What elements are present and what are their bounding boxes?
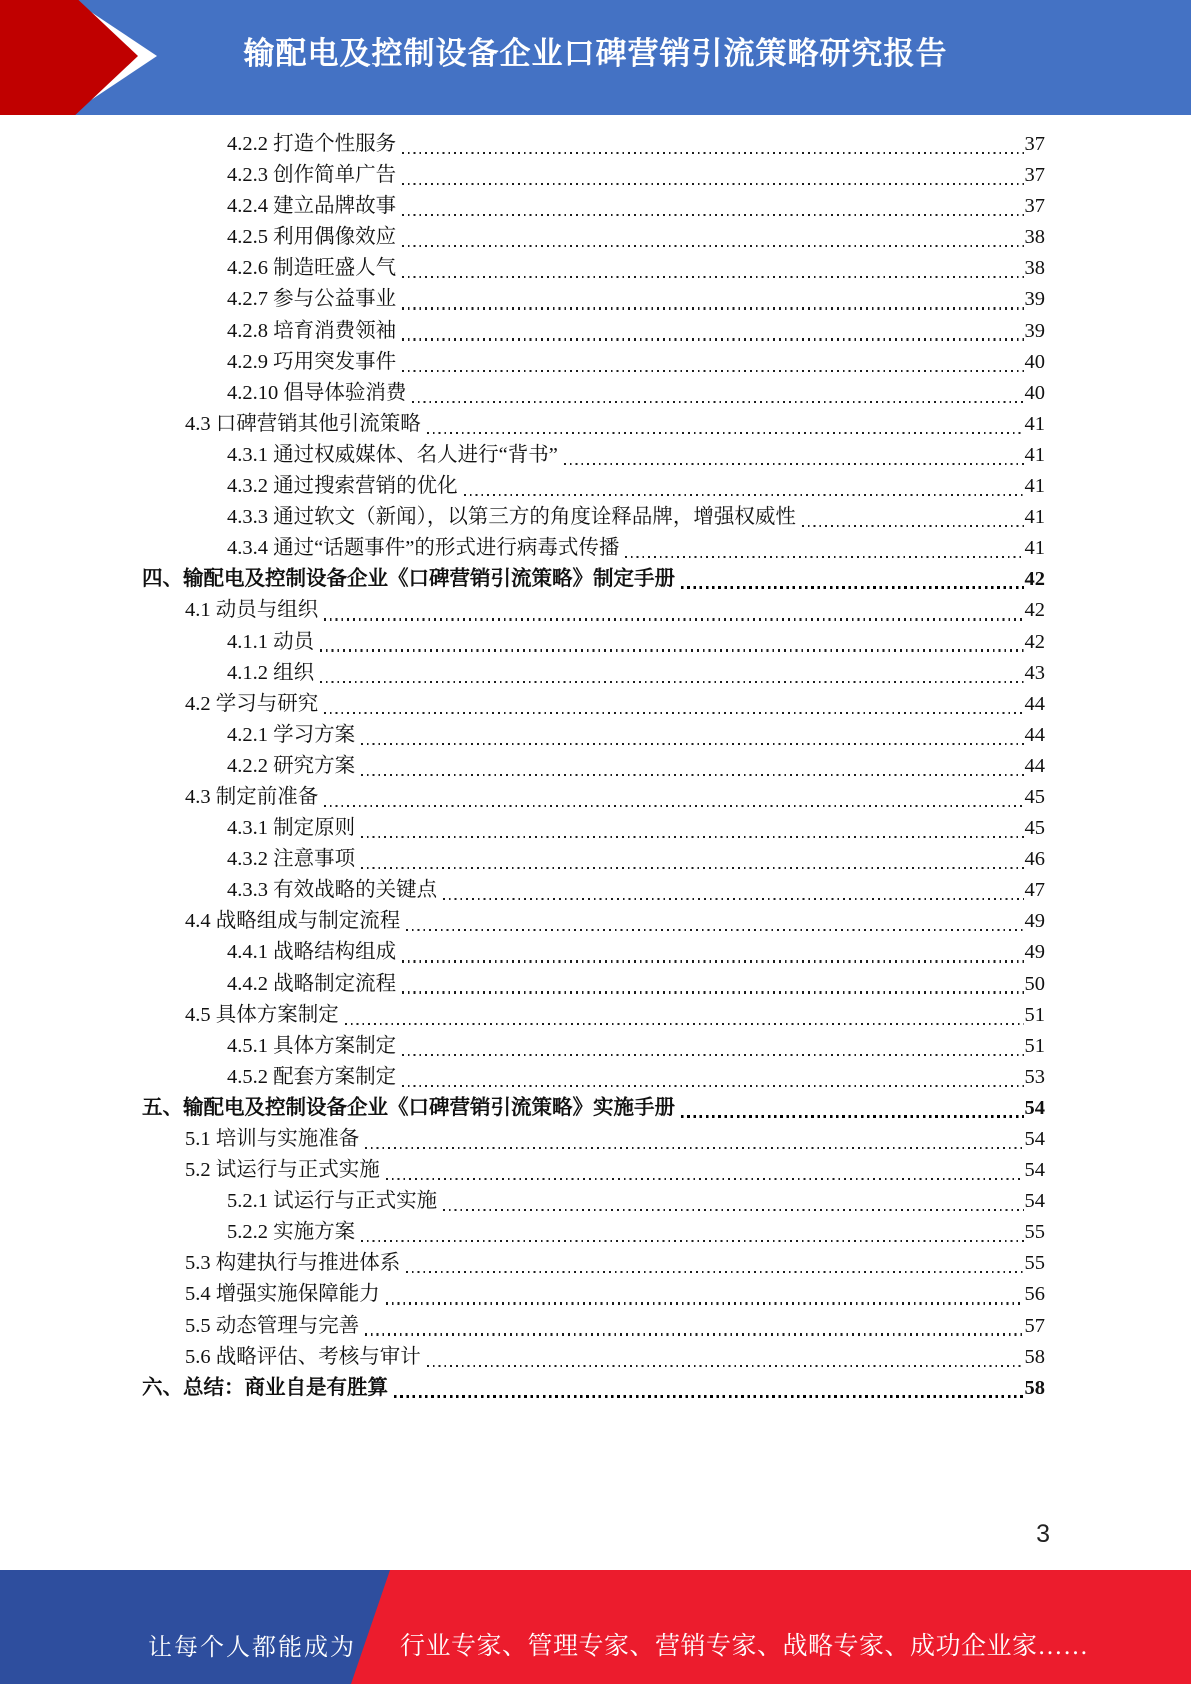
toc-entry[interactable] <box>0 316 1045 347</box>
toc-entry-label: 4.2.4 建立品牌故事 <box>227 195 397 218</box>
page-title: 输配电及控制设备企业口碑营销引流策略研究报告 <box>243 35 948 71</box>
toc-entry[interactable] <box>0 564 1045 595</box>
toc-dotted-leader <box>402 214 1023 216</box>
toc-entry-label: 4.1.2 组织 <box>227 661 315 684</box>
toc-entry[interactable] <box>0 906 1045 937</box>
toc-entry[interactable] <box>0 1311 1045 1342</box>
footer-slogan-right: 行业专家、管理专家、营销专家、战略专家、成功企业家…… <box>400 1633 1089 1660</box>
toc-entry-page: 37 <box>1024 195 1045 218</box>
toc-entry-label: 5.6 战略评估、考核与审计 <box>185 1345 421 1368</box>
toc-entry-page: 42 <box>1024 630 1045 653</box>
toc-entry[interactable] <box>0 440 1045 471</box>
toc-entry[interactable] <box>0 284 1045 315</box>
toc-entry-label: 4.2.2 打造个性服务 <box>227 133 397 155</box>
toc-entry-page: 45 <box>1024 817 1045 840</box>
toc-entry-page: 42 <box>1024 599 1045 622</box>
toc-entry-label: 4.5 具体方案制定 <box>185 1003 339 1026</box>
toc-entry-label: 5.3 构建执行与推进体系 <box>185 1252 401 1275</box>
toc-entry-label: 4.2.10 倡导体验消费 <box>227 381 407 404</box>
toc-entry[interactable] <box>0 502 1045 533</box>
footer-banner <box>0 1570 1191 1684</box>
toc-dotted-leader <box>406 929 1023 931</box>
toc-entry-page: 44 <box>1024 692 1045 715</box>
table-of-contents <box>0 129 1045 1404</box>
toc-dotted-leader <box>402 1085 1023 1087</box>
toc-entry-label: 4.2.5 利用偶像效应 <box>227 226 397 249</box>
toc-entry-page: 45 <box>1024 785 1045 808</box>
toc-entry[interactable] <box>0 533 1045 564</box>
toc-entry-label: 4.1.1 动员 <box>227 630 315 653</box>
toc-entry[interactable] <box>0 347 1045 378</box>
toc-entry[interactable] <box>0 782 1045 813</box>
toc-dotted-leader <box>365 1147 1023 1149</box>
toc-entry[interactable] <box>0 969 1045 1000</box>
toc-entry-page: 49 <box>1024 941 1045 964</box>
toc-entry-label: 4.4.1 战略结构组成 <box>227 941 397 964</box>
toc-entry[interactable] <box>0 129 1045 160</box>
toc-entry[interactable] <box>0 471 1045 502</box>
toc-dotted-leader <box>320 681 1023 683</box>
toc-entry-label: 5.5 动态管理与完善 <box>185 1314 360 1337</box>
toc-dotted-leader <box>464 494 1024 496</box>
toc-entry-page: 39 <box>1024 288 1045 311</box>
toc-entry-label: 4.4 战略组成与制定流程 <box>185 910 401 933</box>
toc-dotted-leader <box>324 712 1023 714</box>
toc-entry[interactable] <box>0 378 1045 409</box>
toc-entry-label: 4.2.9 巧用突发事件 <box>227 350 397 373</box>
toc-dotted-leader <box>402 276 1023 278</box>
toc-dotted-leader <box>324 805 1023 807</box>
toc-entry-page: 46 <box>1024 848 1045 871</box>
toc-entry-page: 44 <box>1024 723 1045 746</box>
toc-entry[interactable] <box>0 1093 1045 1124</box>
toc-entry-label: 5.2.1 试运行与正式实施 <box>227 1190 438 1213</box>
toc-entry-page: 40 <box>1024 350 1045 373</box>
toc-entry-page: 41 <box>1024 443 1045 466</box>
toc-entry[interactable] <box>0 1248 1045 1279</box>
toc-dotted-leader <box>443 1209 1023 1211</box>
toc-entry-label: 4.3.2 通过搜索营销的优化 <box>227 475 458 498</box>
toc-entry[interactable] <box>0 1186 1045 1217</box>
toc-entry-label: 4.3.2 注意事项 <box>227 848 356 871</box>
toc-entry[interactable] <box>0 813 1045 844</box>
toc-entry-page: 54 <box>1024 1128 1045 1150</box>
header-banner <box>0 0 1191 115</box>
toc-entry-page: 58 <box>1024 1376 1045 1399</box>
toc-entry-page: 38 <box>1024 257 1045 280</box>
toc-dotted-leader <box>402 307 1023 309</box>
toc-dotted-leader <box>412 401 1023 403</box>
toc-dotted-leader <box>361 867 1023 869</box>
toc-dotted-leader <box>625 556 1023 558</box>
toc-entry-label: 4.2.2 研究方案 <box>227 754 356 777</box>
toc-entry-label: 4.2.3 创作简单广告 <box>227 164 397 187</box>
toc-entry[interactable] <box>0 1000 1045 1031</box>
toc-entry[interactable] <box>0 253 1045 284</box>
toc-entry[interactable] <box>0 1062 1045 1093</box>
toc-entry[interactable] <box>0 595 1045 626</box>
toc-entry-label: 5.2.2 实施方案 <box>227 1221 356 1244</box>
toc-entry-label: 4.3.1 制定原则 <box>227 817 356 840</box>
toc-entry[interactable] <box>0 222 1045 253</box>
toc-entry-page: 58 <box>1024 1345 1045 1368</box>
toc-entry-label: 4.3.4 通过“话题事件”的形式进行病毒式传播 <box>227 537 620 560</box>
toc-entry-label: 4.5.2 配套方案制定 <box>227 1065 397 1088</box>
toc-dotted-leader <box>361 774 1023 776</box>
toc-entry-label: 六、总结：商业自是有胜算 <box>142 1376 388 1399</box>
toc-dotted-leader <box>402 991 1023 993</box>
toc-dotted-leader <box>402 245 1023 247</box>
toc-entry-label: 5.2 试运行与正式实施 <box>185 1159 380 1182</box>
toc-entry[interactable] <box>0 1342 1045 1373</box>
toc-dotted-leader <box>402 338 1023 340</box>
toc-entry[interactable] <box>0 1031 1045 1062</box>
toc-entry-page: 56 <box>1024 1283 1045 1306</box>
toc-entry[interactable] <box>0 937 1045 968</box>
toc-entry-label: 4.4.2 战略制定流程 <box>227 972 397 995</box>
toc-entry-label: 4.2.8 培育消费领袖 <box>227 319 397 342</box>
toc-entry[interactable] <box>0 627 1045 658</box>
toc-entry-label: 4.2.7 参与公益事业 <box>227 288 397 311</box>
toc-dotted-leader <box>427 1365 1024 1367</box>
toc-entry-page: 55 <box>1024 1221 1045 1244</box>
toc-entry-page: 55 <box>1024 1252 1045 1275</box>
toc-entry[interactable] <box>0 1217 1045 1248</box>
toc-dotted-leader <box>324 618 1023 620</box>
toc-entry-page: 54 <box>1024 1190 1045 1213</box>
toc-dotted-leader <box>386 1178 1024 1180</box>
toc-entry[interactable] <box>0 689 1045 720</box>
toc-entry-label: 4.5.1 具体方案制定 <box>227 1034 397 1057</box>
toc-dotted-leader <box>402 370 1023 372</box>
toc-entry[interactable] <box>0 751 1045 782</box>
toc-entry[interactable] <box>0 1279 1045 1310</box>
toc-entry-page: 41 <box>1024 412 1045 435</box>
toc-entry-label: 4.2.1 学习方案 <box>227 723 356 746</box>
toc-entry-page: 51 <box>1024 1003 1045 1026</box>
toc-dotted-leader <box>402 183 1023 185</box>
toc-dotted-leader <box>361 743 1023 745</box>
toc-entry-label: 4.2 学习与研究 <box>185 692 319 715</box>
toc-entry-page: 37 <box>1024 133 1045 155</box>
toc-entry[interactable] <box>0 720 1045 751</box>
toc-dotted-leader <box>361 836 1023 838</box>
toc-dotted-leader <box>402 1054 1023 1056</box>
toc-dotted-leader <box>564 463 1024 465</box>
toc-entry-page: 38 <box>1024 226 1045 249</box>
toc-entry[interactable] <box>0 1155 1045 1186</box>
toc-entry-page: 43 <box>1024 661 1045 684</box>
toc-entry-page: 51 <box>1024 1034 1045 1057</box>
toc-entry-page: 49 <box>1024 910 1045 933</box>
toc-dotted-leader <box>681 1115 1024 1118</box>
toc-entry[interactable] <box>0 191 1045 222</box>
toc-entry-page: 41 <box>1024 506 1045 529</box>
toc-entry-page: 54 <box>1024 1159 1045 1182</box>
footer-slogan-left: 让每个人都能成为 <box>148 1635 356 1661</box>
toc-dotted-leader <box>394 1395 1024 1398</box>
toc-entry-page: 37 <box>1024 164 1045 187</box>
toc-entry-page: 42 <box>1024 568 1045 591</box>
toc-dotted-leader <box>365 1333 1023 1335</box>
toc-entry-page: 41 <box>1024 475 1045 498</box>
toc-entry[interactable] <box>0 409 1045 440</box>
toc-entry-label: 4.3.1 通过权威媒体、名人进行“背书” <box>227 443 558 466</box>
toc-entry-label: 五、输配电及控制设备企业《口碑营销引流策略》实施手册 <box>142 1096 675 1119</box>
toc-dotted-leader <box>361 1240 1023 1242</box>
toc-entry[interactable] <box>0 1373 1045 1404</box>
toc-entry-page: 44 <box>1024 754 1045 777</box>
toc-entry-page: 40 <box>1024 381 1045 404</box>
toc-dotted-leader <box>402 152 1023 154</box>
toc-dotted-leader <box>402 960 1023 962</box>
toc-entry-page: 53 <box>1024 1065 1045 1088</box>
toc-entry-label: 4.3 口碑营销其他引流策略 <box>185 412 421 435</box>
toc-dotted-leader <box>386 1302 1024 1304</box>
toc-entry-label: 4.3 制定前准备 <box>185 785 319 808</box>
toc-dotted-leader <box>427 432 1024 434</box>
toc-entry[interactable] <box>0 160 1045 191</box>
toc-entry-label: 四、输配电及控制设备企业《口碑营销引流策略》制定手册 <box>142 568 675 591</box>
toc-entry-label: 5.1 培训与实施准备 <box>185 1128 360 1150</box>
toc-dotted-leader <box>345 1023 1024 1025</box>
toc-entry-label: 4.1 动员与组织 <box>185 599 319 622</box>
page-number: 3 <box>1036 1520 1050 1548</box>
toc-dotted-leader <box>443 898 1023 900</box>
toc-entry[interactable] <box>0 1124 1045 1155</box>
toc-entry[interactable] <box>0 875 1045 906</box>
toc-entry-label: 4.3.3 有效战略的关键点 <box>227 879 438 902</box>
toc-dotted-leader <box>681 586 1024 589</box>
toc-entry-page: 54 <box>1024 1096 1045 1119</box>
toc-entry-label: 4.2.6 制造旺盛人气 <box>227 257 397 280</box>
toc-entry-page: 57 <box>1024 1314 1045 1337</box>
toc-entry-label: 4.3.3 通过软文（新闻），以第三方的角度诠释品牌，增强权威性 <box>227 506 796 529</box>
toc-dotted-leader <box>320 649 1023 651</box>
toc-entry-page: 47 <box>1024 879 1045 902</box>
toc-entry-page: 50 <box>1024 972 1045 995</box>
toc-entry-label: 5.4 增强实施保障能力 <box>185 1283 380 1306</box>
toc-dotted-leader <box>802 525 1024 527</box>
toc-entry[interactable] <box>0 658 1045 689</box>
toc-entry-page: 39 <box>1024 319 1045 342</box>
toc-entry-page: 41 <box>1024 537 1045 560</box>
toc-entry[interactable] <box>0 844 1045 875</box>
toc-dotted-leader <box>406 1271 1023 1273</box>
